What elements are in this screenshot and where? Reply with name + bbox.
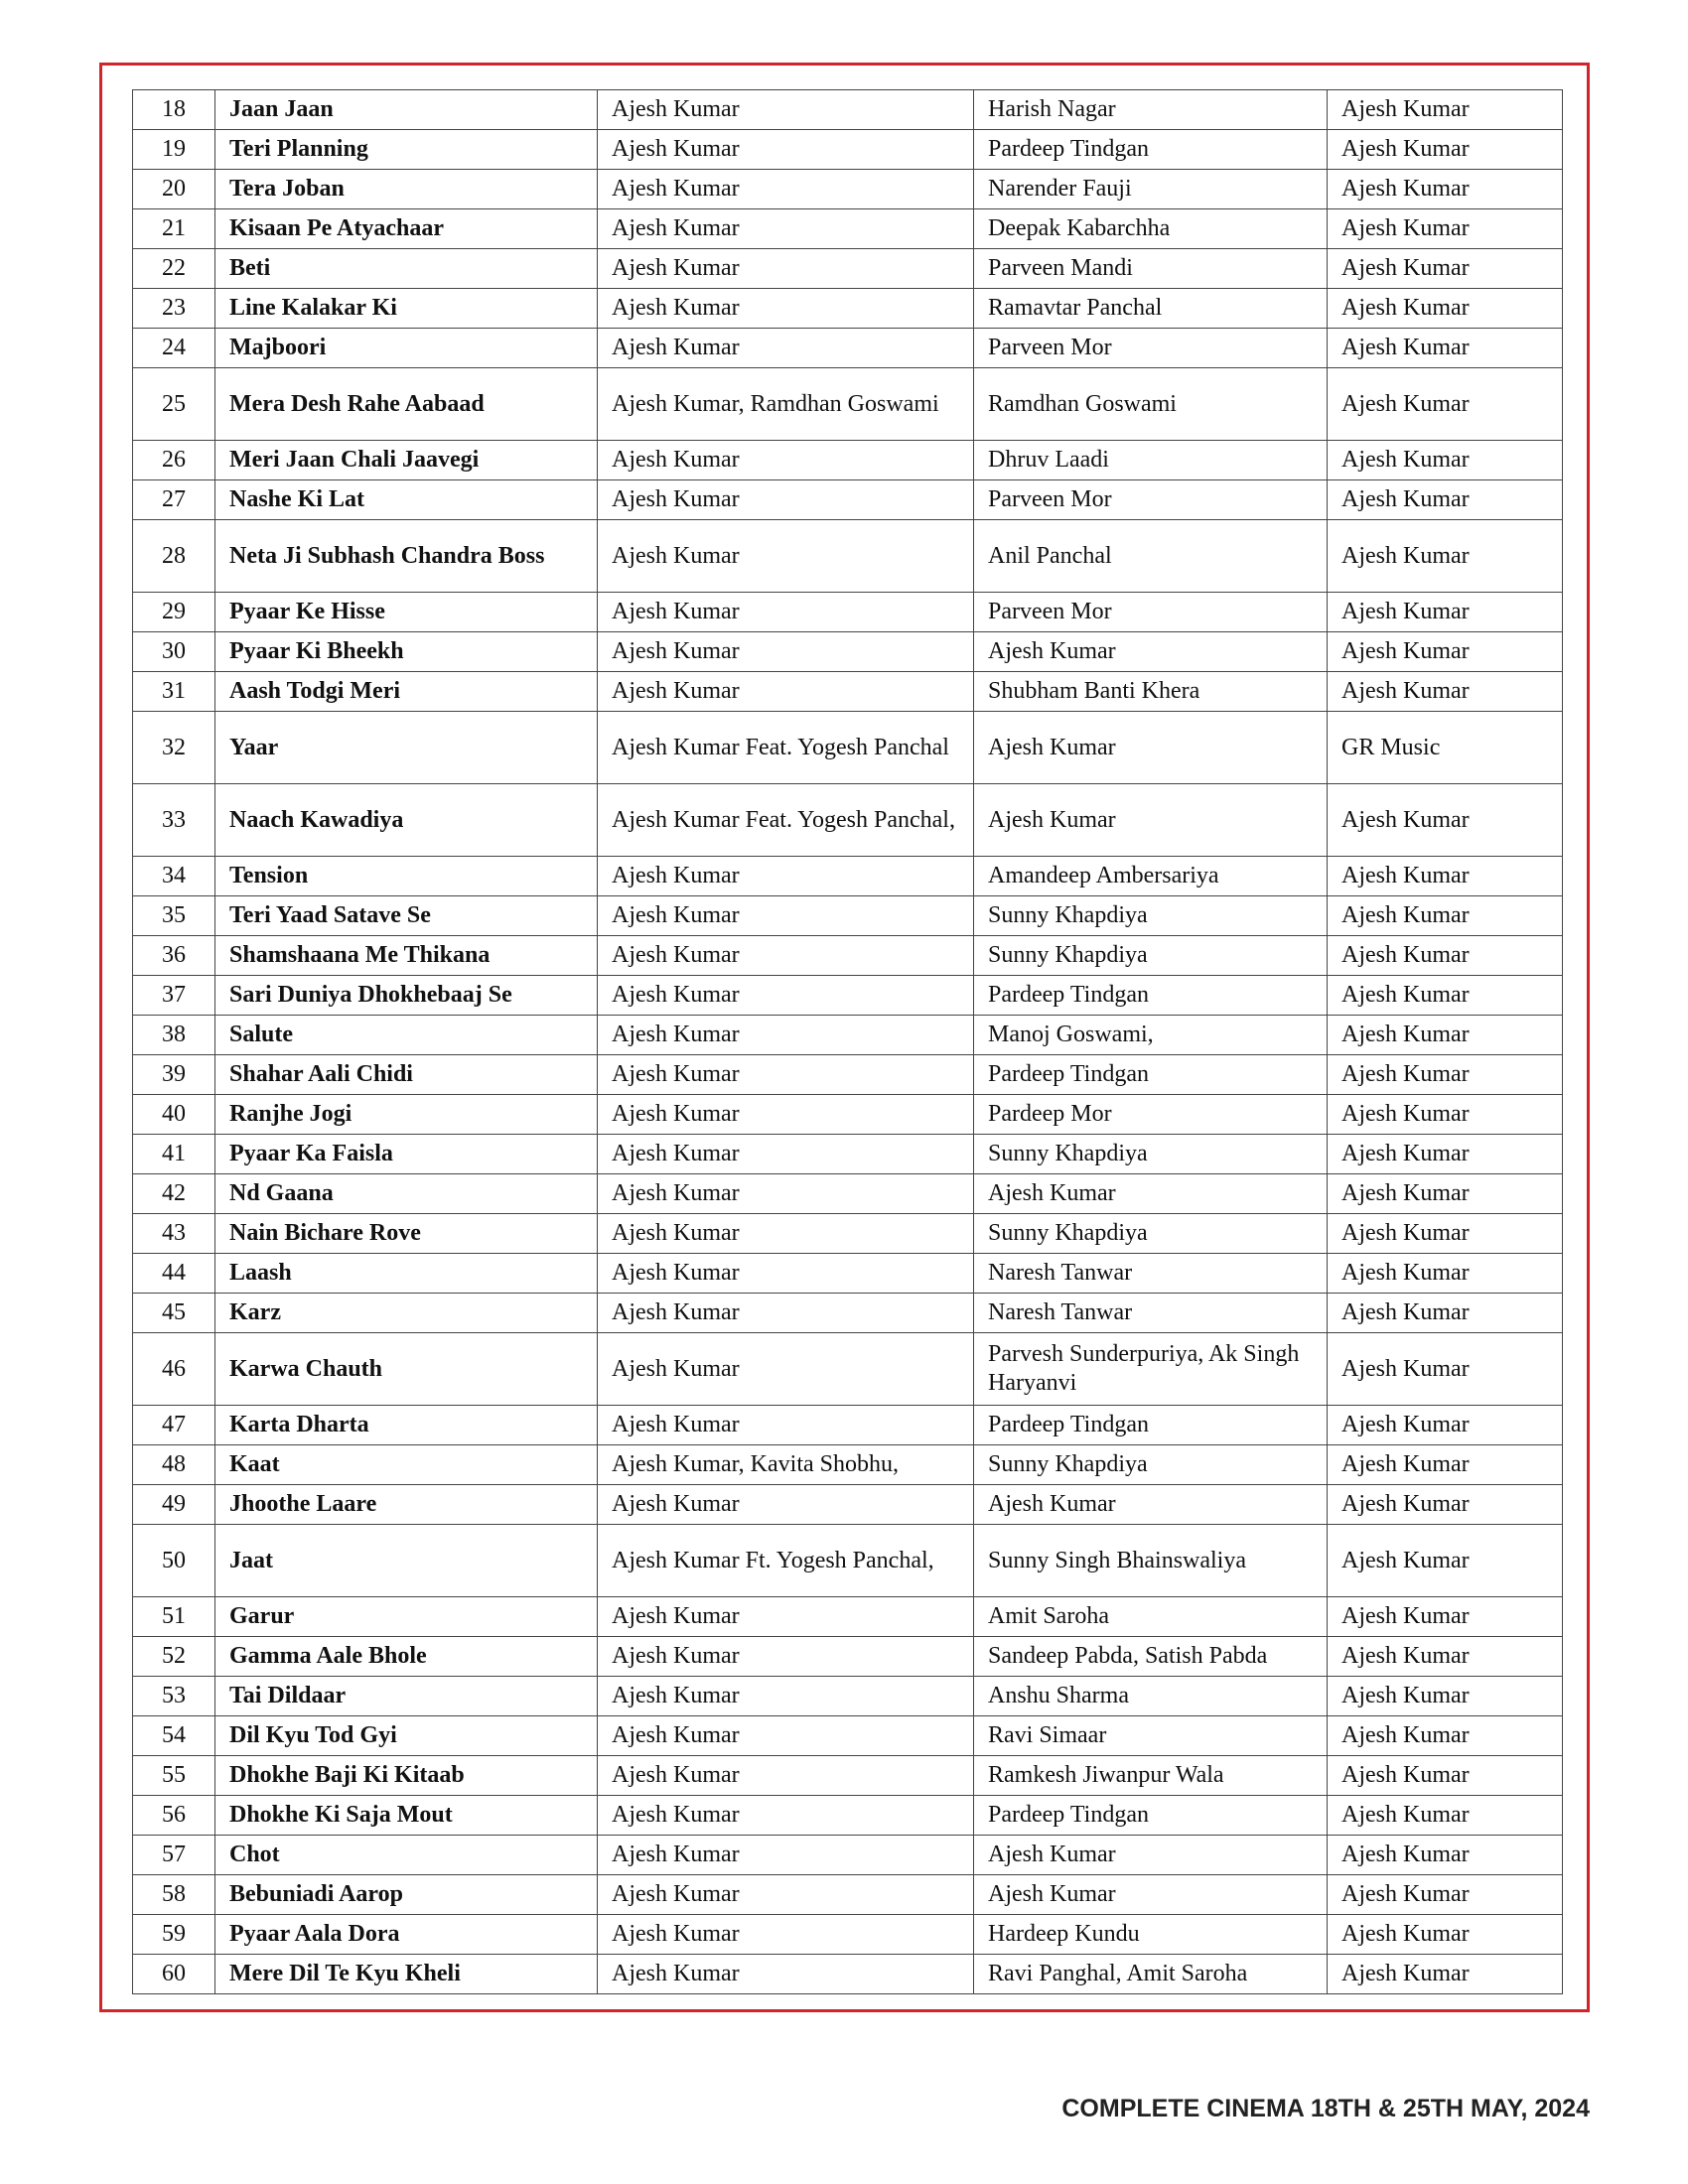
music-label-cell: Ajesh Kumar — [1328, 1716, 1563, 1756]
lyricist-cell: Pardeep Tindgan — [974, 130, 1328, 170]
singer-cell: Ajesh Kumar — [598, 1485, 974, 1525]
table-row — [133, 368, 1563, 441]
singer-cell: Ajesh Kumar — [598, 1095, 974, 1135]
table-row — [133, 1796, 1563, 1836]
lyricist-cell: Pardeep Tindgan — [974, 1055, 1328, 1095]
table-row — [133, 1095, 1563, 1135]
music-label-cell: Ajesh Kumar — [1328, 329, 1563, 368]
song-title-cell: Laash — [215, 1254, 598, 1294]
song-title-cell: Kaat — [215, 1445, 598, 1485]
lyricist-cell: Sunny Khapdiya — [974, 1214, 1328, 1254]
table-row — [133, 1445, 1563, 1485]
lyricist-cell: Dhruv Laadi — [974, 441, 1328, 480]
row-number-cell: 22 — [133, 249, 215, 289]
singer-cell: Ajesh Kumar — [598, 1174, 974, 1214]
lyricist-cell: Ramkesh Jiwanpur Wala — [974, 1756, 1328, 1796]
lyricist-cell: Sunny Khapdiya — [974, 1445, 1328, 1485]
music-label-cell: Ajesh Kumar — [1328, 1333, 1563, 1406]
table-row — [133, 1525, 1563, 1597]
row-number-cell: 30 — [133, 632, 215, 672]
singer-cell: Ajesh Kumar — [598, 1836, 974, 1875]
lyricist-cell: Sunny Khapdiya — [974, 1135, 1328, 1174]
music-label-cell: Ajesh Kumar — [1328, 1016, 1563, 1055]
music-label-cell: Ajesh Kumar — [1328, 1637, 1563, 1677]
song-title-cell: Tai Dildaar — [215, 1677, 598, 1716]
song-title-cell: Tera Joban — [215, 170, 598, 209]
song-title-cell: Teri Planning — [215, 130, 598, 170]
row-number-cell: 51 — [133, 1597, 215, 1637]
table-row — [133, 1875, 1563, 1915]
table-row — [133, 712, 1563, 784]
song-title-cell: Dhokhe Baji Ki Kitaab — [215, 1756, 598, 1796]
song-title-cell: Yaar — [215, 712, 598, 784]
singer-cell: Ajesh Kumar — [598, 936, 974, 976]
table-row — [133, 1055, 1563, 1095]
lyricist-cell: Sunny Khapdiya — [974, 896, 1328, 936]
row-number-cell: 24 — [133, 329, 215, 368]
table-row — [133, 441, 1563, 480]
lyricist-cell: Parveen Mor — [974, 329, 1328, 368]
row-number-cell: 48 — [133, 1445, 215, 1485]
lyricist-cell: Pardeep Tindgan — [974, 976, 1328, 1016]
table-row — [133, 593, 1563, 632]
row-number-cell: 44 — [133, 1254, 215, 1294]
lyricist-cell: Ajesh Kumar — [974, 712, 1328, 784]
singer-cell: Ajesh Kumar Ft. Yogesh Panchal, — [598, 1525, 974, 1597]
table-row — [133, 857, 1563, 896]
table-row — [133, 1836, 1563, 1875]
row-number-cell: 43 — [133, 1214, 215, 1254]
table-row — [133, 1955, 1563, 1994]
lyricist-cell: Ravi Simaar — [974, 1716, 1328, 1756]
song-title-cell: Neta Ji Subhash Chandra Boss — [215, 520, 598, 593]
song-title-cell: Chot — [215, 1836, 598, 1875]
song-title-cell: Pyaar Ke Hisse — [215, 593, 598, 632]
singer-cell: Ajesh Kumar — [598, 441, 974, 480]
singer-cell: Ajesh Kumar — [598, 209, 974, 249]
row-number-cell: 46 — [133, 1333, 215, 1406]
music-label-cell: Ajesh Kumar — [1328, 593, 1563, 632]
row-number-cell: 52 — [133, 1637, 215, 1677]
music-label-cell: Ajesh Kumar — [1328, 1525, 1563, 1597]
row-number-cell: 60 — [133, 1955, 215, 1994]
singer-cell: Ajesh Kumar — [598, 976, 974, 1016]
lyricist-cell: Ramdhan Goswami — [974, 368, 1328, 441]
song-title-cell: Salute — [215, 1016, 598, 1055]
music-label-cell: Ajesh Kumar — [1328, 936, 1563, 976]
music-label-cell: Ajesh Kumar — [1328, 976, 1563, 1016]
singer-cell: Ajesh Kumar — [598, 672, 974, 712]
row-number-cell: 23 — [133, 289, 215, 329]
song-title-cell: Shahar Aali Chidi — [215, 1055, 598, 1095]
row-number-cell: 55 — [133, 1756, 215, 1796]
table-row — [133, 672, 1563, 712]
row-number-cell: 56 — [133, 1796, 215, 1836]
lyricist-cell: Narender Fauji — [974, 170, 1328, 209]
music-label-cell: Ajesh Kumar — [1328, 1915, 1563, 1955]
lyricist-cell: Anshu Sharma — [974, 1677, 1328, 1716]
music-label-cell: Ajesh Kumar — [1328, 857, 1563, 896]
song-title-cell: Gamma Aale Bhole — [215, 1637, 598, 1677]
singer-cell: Ajesh Kumar — [598, 1406, 974, 1445]
music-label-cell: Ajesh Kumar — [1328, 1174, 1563, 1214]
singer-cell: Ajesh Kumar — [598, 329, 974, 368]
table-row — [133, 936, 1563, 976]
singer-cell: Ajesh Kumar, Ramdhan Goswami — [598, 368, 974, 441]
music-label-cell: Ajesh Kumar — [1328, 1836, 1563, 1875]
music-label-cell: Ajesh Kumar — [1328, 1485, 1563, 1525]
row-number-cell: 49 — [133, 1485, 215, 1525]
singer-cell: Ajesh Kumar — [598, 1716, 974, 1756]
row-number-cell: 29 — [133, 593, 215, 632]
table-row — [133, 1485, 1563, 1525]
lyricist-cell: Pardeep Tindgan — [974, 1796, 1328, 1836]
singer-cell: Ajesh Kumar — [598, 1016, 974, 1055]
singer-cell: Ajesh Kumar Feat. Yogesh Panchal, — [598, 784, 974, 857]
music-label-cell: Ajesh Kumar — [1328, 368, 1563, 441]
row-number-cell: 45 — [133, 1294, 215, 1333]
singer-cell: Ajesh Kumar — [598, 1756, 974, 1796]
lyricist-cell: Parveen Mor — [974, 593, 1328, 632]
song-title-cell: Teri Yaad Satave Se — [215, 896, 598, 936]
song-title-cell: Garur — [215, 1597, 598, 1637]
row-number-cell: 19 — [133, 130, 215, 170]
table-row — [133, 1174, 1563, 1214]
table-row — [133, 1915, 1563, 1955]
row-number-cell: 47 — [133, 1406, 215, 1445]
song-title-cell: Karz — [215, 1294, 598, 1333]
table-row — [133, 329, 1563, 368]
lyricist-cell: Parveen Mandi — [974, 249, 1328, 289]
lyricist-cell: Parveen Mor — [974, 480, 1328, 520]
table-row — [133, 130, 1563, 170]
music-label-cell: Ajesh Kumar — [1328, 1875, 1563, 1915]
lyricist-cell: Ajesh Kumar — [974, 1174, 1328, 1214]
song-title-cell: Jaan Jaan — [215, 90, 598, 130]
table-row — [133, 1677, 1563, 1716]
song-title-cell: Dil Kyu Tod Gyi — [215, 1716, 598, 1756]
singer-cell: Ajesh Kumar — [598, 1875, 974, 1915]
table-row — [133, 209, 1563, 249]
music-label-cell: Ajesh Kumar — [1328, 1254, 1563, 1294]
music-label-cell: Ajesh Kumar — [1328, 1597, 1563, 1637]
table-row — [133, 896, 1563, 936]
row-number-cell: 53 — [133, 1677, 215, 1716]
singer-cell: Ajesh Kumar — [598, 1294, 974, 1333]
row-number-cell: 26 — [133, 441, 215, 480]
singer-cell: Ajesh Kumar — [598, 896, 974, 936]
lyricist-cell: Deepak Kabarchha — [974, 209, 1328, 249]
song-title-cell: Pyaar Ka Faisla — [215, 1135, 598, 1174]
singer-cell: Ajesh Kumar — [598, 1677, 974, 1716]
row-number-cell: 36 — [133, 936, 215, 976]
row-number-cell: 50 — [133, 1525, 215, 1597]
row-number-cell: 33 — [133, 784, 215, 857]
song-title-cell: Ranjhe Jogi — [215, 1095, 598, 1135]
singer-cell: Ajesh Kumar — [598, 1915, 974, 1955]
music-label-cell: Ajesh Kumar — [1328, 441, 1563, 480]
music-label-cell: Ajesh Kumar — [1328, 672, 1563, 712]
song-title-cell: Kisaan Pe Atyachaar — [215, 209, 598, 249]
page-footer: COMPLETE CINEMA 18TH & 25TH MAY, 2024 — [1061, 2095, 1590, 2122]
row-number-cell: 42 — [133, 1174, 215, 1214]
singer-cell: Ajesh Kumar — [598, 1597, 974, 1637]
lyricist-cell: Ravi Panghal, Amit Saroha — [974, 1955, 1328, 1994]
singer-cell: Ajesh Kumar — [598, 593, 974, 632]
table-row — [133, 1254, 1563, 1294]
lyricist-cell: Ajesh Kumar — [974, 1485, 1328, 1525]
singer-cell: Ajesh Kumar — [598, 1955, 974, 1994]
row-number-cell: 37 — [133, 976, 215, 1016]
row-number-cell: 39 — [133, 1055, 215, 1095]
lyricist-cell: Naresh Tanwar — [974, 1254, 1328, 1294]
lyricist-cell: Ajesh Kumar — [974, 784, 1328, 857]
row-number-cell: 59 — [133, 1915, 215, 1955]
table-row — [133, 1333, 1563, 1406]
lyricist-cell: Ajesh Kumar — [974, 1836, 1328, 1875]
music-label-cell: Ajesh Kumar — [1328, 784, 1563, 857]
song-title-cell: Dhokhe Ki Saja Mout — [215, 1796, 598, 1836]
music-label-cell: Ajesh Kumar — [1328, 1955, 1563, 1994]
music-label-cell: Ajesh Kumar — [1328, 249, 1563, 289]
music-label-cell: Ajesh Kumar — [1328, 130, 1563, 170]
song-title-cell: Line Kalakar Ki — [215, 289, 598, 329]
singer-cell: Ajesh Kumar — [598, 1055, 974, 1095]
row-number-cell: 25 — [133, 368, 215, 441]
row-number-cell: 28 — [133, 520, 215, 593]
row-number-cell: 35 — [133, 896, 215, 936]
music-label-cell: Ajesh Kumar — [1328, 1294, 1563, 1333]
lyricist-cell: Ajesh Kumar — [974, 1875, 1328, 1915]
music-label-cell: Ajesh Kumar — [1328, 896, 1563, 936]
singer-cell: Ajesh Kumar — [598, 1637, 974, 1677]
lyricist-cell: Sandeep Pabda, Satish Pabda — [974, 1637, 1328, 1677]
table-row — [133, 632, 1563, 672]
song-title-cell: Jaat — [215, 1525, 598, 1597]
singer-cell: Ajesh Kumar — [598, 249, 974, 289]
singer-cell: Ajesh Kumar — [598, 1254, 974, 1294]
row-number-cell: 34 — [133, 857, 215, 896]
song-title-cell: Bebuniadi Aarop — [215, 1875, 598, 1915]
table-row — [133, 784, 1563, 857]
table-body — [133, 90, 1563, 1994]
table-row — [133, 289, 1563, 329]
singer-cell: Ajesh Kumar — [598, 520, 974, 593]
song-title-cell: Mera Desh Rahe Aabaad — [215, 368, 598, 441]
row-number-cell: 20 — [133, 170, 215, 209]
music-label-cell: Ajesh Kumar — [1328, 480, 1563, 520]
singer-cell: Ajesh Kumar Feat. Yogesh Panchal — [598, 712, 974, 784]
lyricist-cell: Ramavtar Panchal — [974, 289, 1328, 329]
table-row — [133, 1016, 1563, 1055]
table-row — [133, 1294, 1563, 1333]
lyricist-cell: Pardeep Tindgan — [974, 1406, 1328, 1445]
music-label-cell: GR Music — [1328, 712, 1563, 784]
singer-cell: Ajesh Kumar — [598, 632, 974, 672]
singer-cell: Ajesh Kumar — [598, 130, 974, 170]
music-label-cell: Ajesh Kumar — [1328, 90, 1563, 130]
song-title-cell: Karwa Chauth — [215, 1333, 598, 1406]
song-title-cell: Shamshaana Me Thikana — [215, 936, 598, 976]
lyricist-cell: Sunny Khapdiya — [974, 936, 1328, 976]
lyricist-cell: Naresh Tanwar — [974, 1294, 1328, 1333]
lyricist-cell: Hardeep Kundu — [974, 1915, 1328, 1955]
table-row — [133, 1597, 1563, 1637]
row-number-cell: 40 — [133, 1095, 215, 1135]
music-label-cell: Ajesh Kumar — [1328, 1406, 1563, 1445]
singer-cell: Ajesh Kumar — [598, 1214, 974, 1254]
row-number-cell: 18 — [133, 90, 215, 130]
table-row — [133, 249, 1563, 289]
music-label-cell: Ajesh Kumar — [1328, 1135, 1563, 1174]
music-label-cell: Ajesh Kumar — [1328, 1095, 1563, 1135]
row-number-cell: 41 — [133, 1135, 215, 1174]
song-title-cell: Pyaar Ki Bheekh — [215, 632, 598, 672]
table-row — [133, 1214, 1563, 1254]
music-label-cell: Ajesh Kumar — [1328, 1055, 1563, 1095]
lyricist-cell: Pardeep Mor — [974, 1095, 1328, 1135]
table-row — [133, 1716, 1563, 1756]
song-title-cell: Beti — [215, 249, 598, 289]
row-number-cell: 32 — [133, 712, 215, 784]
song-title-cell: Karta Dharta — [215, 1406, 598, 1445]
singer-cell: Ajesh Kumar — [598, 857, 974, 896]
lyricist-cell: Parvesh Sunderpuriya, Ak Singh Haryanvi — [974, 1333, 1328, 1406]
song-title-cell: Nashe Ki Lat — [215, 480, 598, 520]
table-row — [133, 976, 1563, 1016]
singer-cell: Ajesh Kumar — [598, 90, 974, 130]
song-title-cell: Meri Jaan Chali Jaavegi — [215, 441, 598, 480]
music-label-cell: Ajesh Kumar — [1328, 1214, 1563, 1254]
music-label-cell: Ajesh Kumar — [1328, 1756, 1563, 1796]
table-row — [133, 1756, 1563, 1796]
table-row — [133, 1135, 1563, 1174]
lyricist-cell: Amit Saroha — [974, 1597, 1328, 1637]
singer-cell: Ajesh Kumar, Kavita Shobhu, — [598, 1445, 974, 1485]
song-title-cell: Mere Dil Te Kyu Kheli — [215, 1955, 598, 1994]
song-title-cell: Pyaar Aala Dora — [215, 1915, 598, 1955]
singer-cell: Ajesh Kumar — [598, 1796, 974, 1836]
song-title-cell: Nain Bichare Rove — [215, 1214, 598, 1254]
row-number-cell: 27 — [133, 480, 215, 520]
music-label-cell: Ajesh Kumar — [1328, 632, 1563, 672]
music-label-cell: Ajesh Kumar — [1328, 1796, 1563, 1836]
table-row — [133, 480, 1563, 520]
table-row — [133, 1637, 1563, 1677]
song-title-cell: Tension — [215, 857, 598, 896]
music-label-cell: Ajesh Kumar — [1328, 1677, 1563, 1716]
lyricist-cell: Amandeep Ambersariya — [974, 857, 1328, 896]
music-label-cell: Ajesh Kumar — [1328, 289, 1563, 329]
row-number-cell: 58 — [133, 1875, 215, 1915]
singer-cell: Ajesh Kumar — [598, 170, 974, 209]
table-row — [133, 170, 1563, 209]
table-row — [133, 520, 1563, 593]
table-row — [133, 90, 1563, 130]
lyricist-cell: Ajesh Kumar — [974, 632, 1328, 672]
music-label-cell: Ajesh Kumar — [1328, 209, 1563, 249]
lyricist-cell: Harish Nagar — [974, 90, 1328, 130]
lyricist-cell: Sunny Singh Bhainswaliya — [974, 1525, 1328, 1597]
singer-cell: Ajesh Kumar — [598, 480, 974, 520]
singer-cell: Ajesh Kumar — [598, 289, 974, 329]
row-number-cell: 54 — [133, 1716, 215, 1756]
lyricist-cell: Anil Panchal — [974, 520, 1328, 593]
song-title-cell: Naach Kawadiya — [215, 784, 598, 857]
song-credits-table — [132, 89, 1563, 1994]
music-label-cell: Ajesh Kumar — [1328, 520, 1563, 593]
lyricist-cell: Shubham Banti Khera — [974, 672, 1328, 712]
lyricist-cell: Manoj Goswami, — [974, 1016, 1328, 1055]
table-row — [133, 1406, 1563, 1445]
song-title-cell: Sari Duniya Dhokhebaaj Se — [215, 976, 598, 1016]
song-title-cell: Jhoothe Laare — [215, 1485, 598, 1525]
row-number-cell: 57 — [133, 1836, 215, 1875]
music-label-cell: Ajesh Kumar — [1328, 1445, 1563, 1485]
row-number-cell: 21 — [133, 209, 215, 249]
music-label-cell: Ajesh Kumar — [1328, 170, 1563, 209]
song-title-cell: Nd Gaana — [215, 1174, 598, 1214]
song-title-cell: Aash Todgi Meri — [215, 672, 598, 712]
singer-cell: Ajesh Kumar — [598, 1135, 974, 1174]
row-number-cell: 31 — [133, 672, 215, 712]
singer-cell: Ajesh Kumar — [598, 1333, 974, 1406]
song-title-cell: Majboori — [215, 329, 598, 368]
row-number-cell: 38 — [133, 1016, 215, 1055]
